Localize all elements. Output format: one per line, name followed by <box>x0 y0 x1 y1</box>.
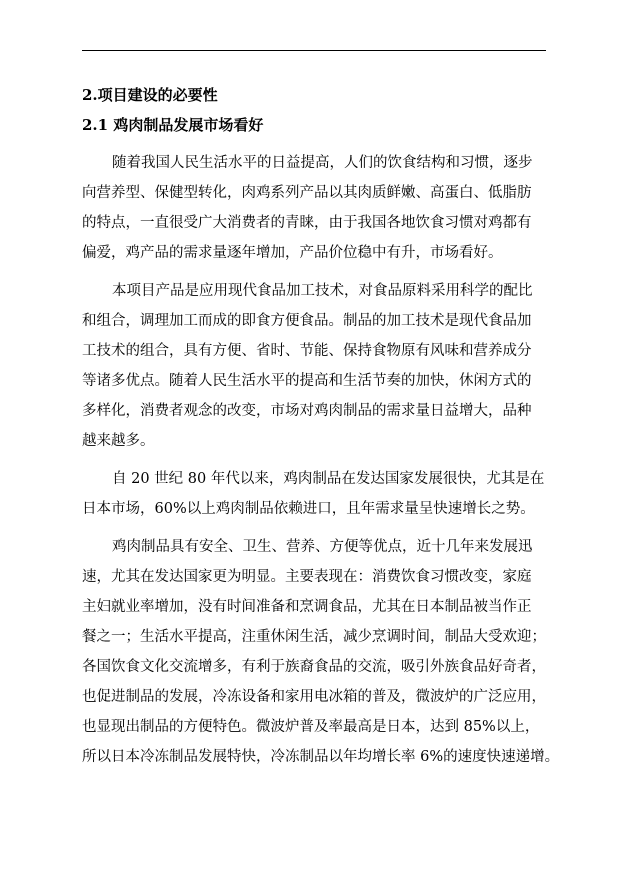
paragraph-line: 速，尤其在发达国家更为明显。主要表现在：消费饮食习惯改变，家庭 <box>82 569 532 585</box>
paragraph-line: 自 20 世纪 80 年代以来，鸡肉制品在发达国家发展很快，尤其是在 <box>112 471 545 487</box>
paragraph-line: 鸡肉制品具有安全、卫生、营养、方便等优点，近十几年来发展迅 <box>112 539 533 555</box>
paragraph-3 <box>82 464 550 524</box>
paragraph-line: 主妇就业率增加，没有时间准备和烹调食品，尤其在日本制品被当作正 <box>82 599 532 615</box>
paragraph-4 <box>82 532 560 772</box>
paragraph-line: 偏爱，鸡产品的需求量逐年增加，产品价位稳中有升，市场看好。 <box>82 245 503 261</box>
paragraph-line: 工技术的组合，具有方便、省时、节能、保持食物原有风味和营养成分 <box>82 343 532 359</box>
paragraph-line: 本项目产品是应用现代食品加工技术，对食品原料采用科学的配比 <box>112 283 533 299</box>
paragraph-line: 也促进制品的发展，冷冻设备和家用电冰箱的普及，微波炉的广泛应用， <box>82 689 546 705</box>
paragraph-line: 等诸多优点。随着人民生活水平的提高和生活节奏的加快，休闲方式的 <box>82 373 532 389</box>
paragraph-line: 的特点，一直很受广大消费者的青睐，由于我国各地饮食习惯对鸡都有 <box>82 215 532 231</box>
paragraph-line: 和组合，调理加工而成的即食方便食品。制品的加工技术是现代食品加 <box>82 313 532 329</box>
paragraph-line: 越来越多。 <box>82 433 155 449</box>
paragraph-line: 各国饮食文化交流增多，有利于族裔食品的交流，吸引外族食品好奇者， <box>82 659 546 675</box>
paragraph-line: 日本市场，60%以上鸡肉制品依赖进口，且年需求量呈快速增长之势。 <box>82 501 535 517</box>
paragraph-2 <box>82 276 550 456</box>
section-heading: 2.项目建设的必要性 <box>82 86 218 104</box>
paragraph-line: 餐之一；生活水平提高，注重休闲生活，减少烹调时间，制品大受欢迎； <box>82 629 546 645</box>
paragraph-line: 向营养型、保健型转化，肉鸡系列产品以其肉质鲜嫩、高蛋白、低脂肪 <box>82 185 532 201</box>
paragraph-line: 随着我国人民生活水平的日益提高，人们的饮食结构和习惯，逐步 <box>112 155 533 171</box>
paragraph-line: 所以日本冷冻制品发展特快，冷冻制品以年均增长率 6%的速度快速递增。 <box>82 749 560 765</box>
paragraph-line: 多样化，消费者观念的改变，市场对鸡肉制品的需求量日益增大，品种 <box>82 403 532 419</box>
header-rule <box>82 50 546 51</box>
document-body <box>82 80 560 772</box>
subsection-heading: 2.1 鸡肉制品发展市场看好 <box>82 116 264 134</box>
paragraph-1 <box>82 148 550 268</box>
paragraph-line: 也显现出制品的方便特色。微波炉普及率最高是日本，达到 85%以上， <box>82 719 540 735</box>
